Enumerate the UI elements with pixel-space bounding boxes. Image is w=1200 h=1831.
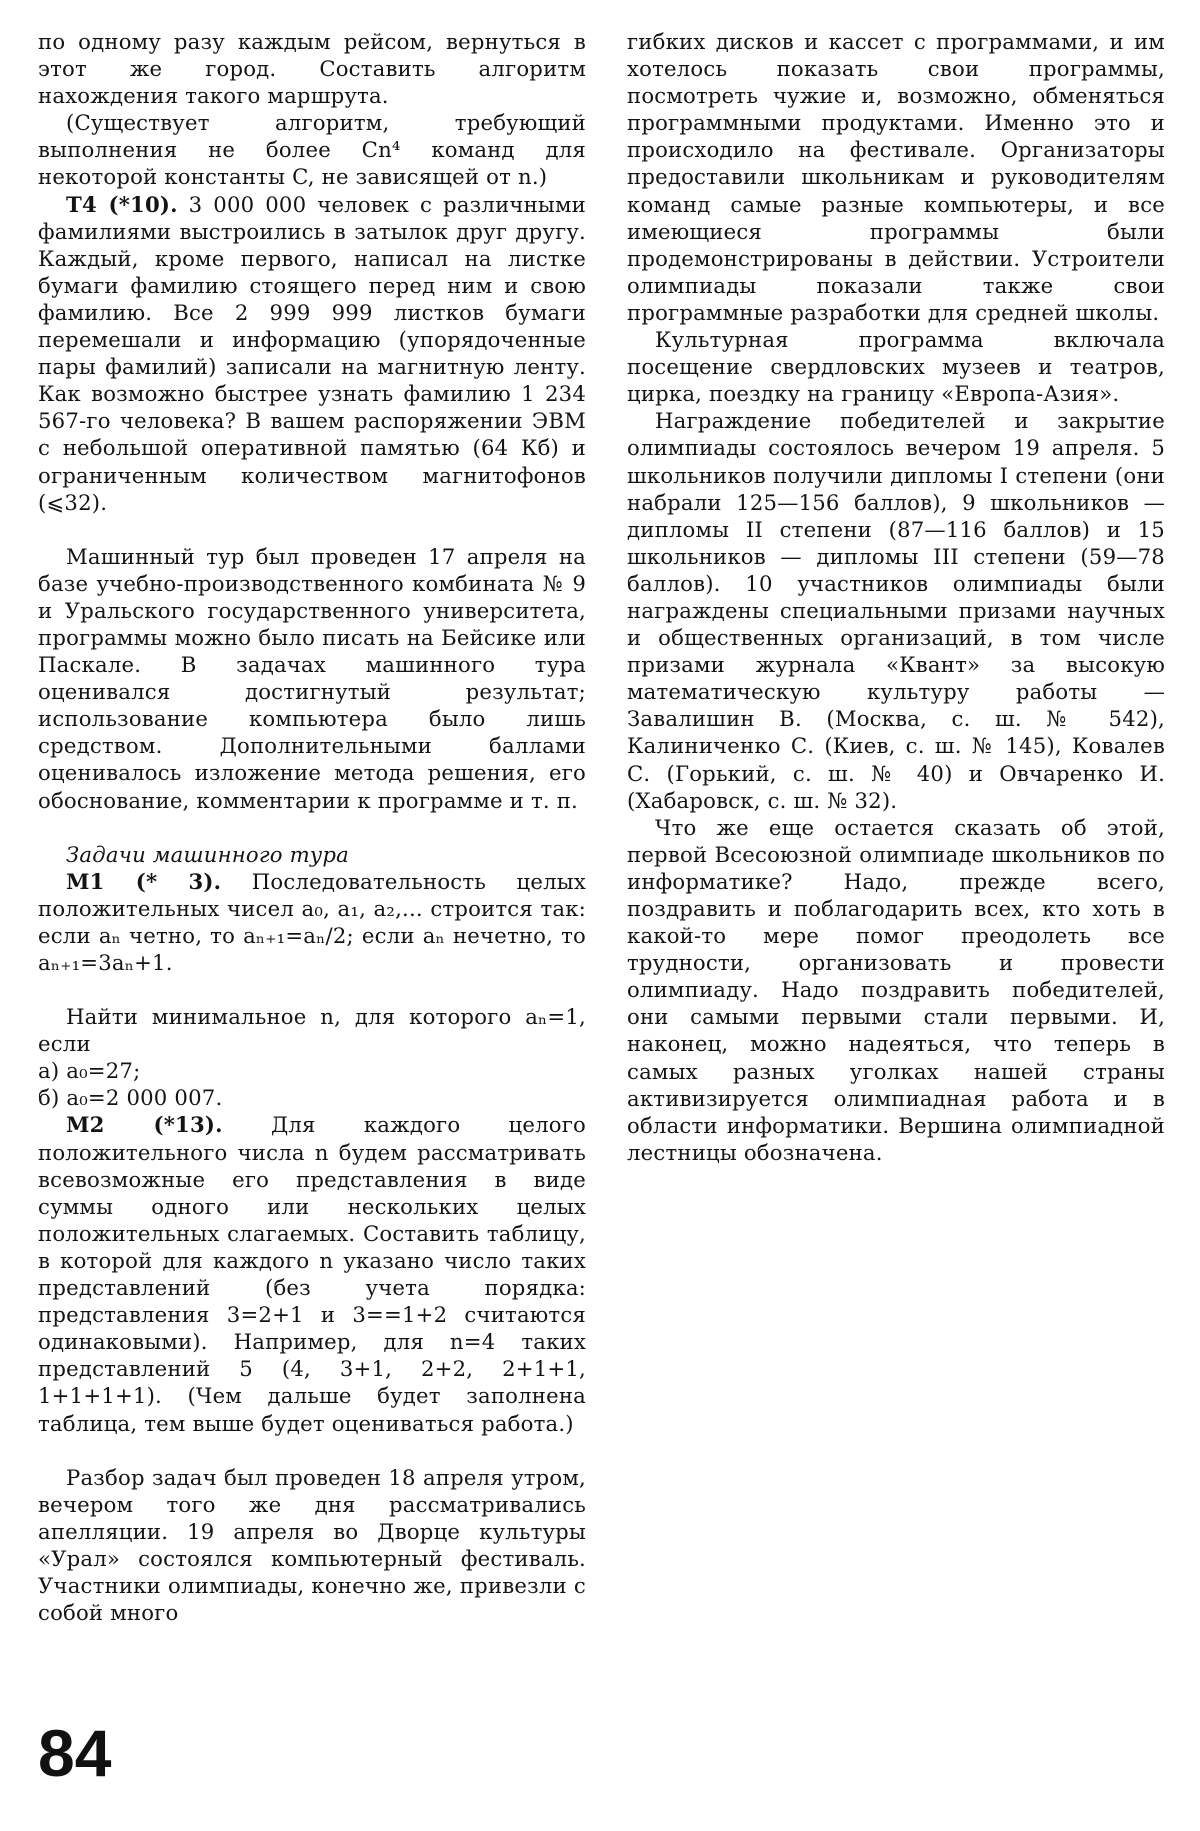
paragraph-algorithm-note: (Существует алгоритм, требующий выполнения не более Cn⁴ команд для некоторой константы C, не зависящей от n.) [38,110,586,190]
paragraph-route-end: по одному разу каждым рейсом, вернуться в этот же город. Составить алгоритм нахождения такого маршрута. [38,29,586,109]
problem-m2-text: Для каждого целого положительного числа n будем рассматривать всевозможные его представления в виде суммы одного или нескольких целых положительных слагаемых. Составить таблицу, в которой для каждого n указано число таких представлений (без учета порядка: представления 3=2+1 и 3==1+2 считаются одинаковыми). Например, для n=4 таких представлений 5 (4, 3+1, 2+2, 2+1+1, 1+1+1+1). (Чем дальше будет заполнена таблица, тем выше будет оцениваться работа.) [38,1112,586,1436]
paragraph-festival: гибких дисков и кассет с программами, и им хотелось показать свои программы, посмотреть чужие и, возможно, обменяться программными продуктами. Именно это и происходило на фестивале. Организаторы предоставили школьникам и руководителям команд самые разные компьютеры, и все имеющиеся программы были продемонстрированы в действии. Устроители олимпиады показали также свои программные разработки для средней школы. [627,29,1165,325]
problem-t4-text: 3 000 000 человек с различными фамилиями выстроились в затылок друг другу. Каждый, кроме первого, написал на листке бумаги фамилию стоящего перед ним и свою фамилию. Все 2 999 999 листков бумаги перемешали и информацию (упорядоченные пары фамилий) записали на магнитную ленту. Как возможно быстрее узнать фамилию 1 234 567-го человека? В вашем распоряжении ЭВМ с небольшой оперативной памятью (64 Кб) и ограниченным количеством магнитофонов (⩽32). [38,191,586,515]
problem-m1-label: М1 (* 3). [66,868,222,894]
problem-m2-label: М2 (*13). [66,1112,223,1138]
paragraph-review: Разбор задач был проведен 18 апреля утром, вечером того же дня рассматривались апелляции. 19 апреля во Дворце культуры «Урал» состоялся компьютерный фестиваль. Участники олимпиады, конечно же, привезли с собой много [38,1464,586,1626]
problem-t4-label: Т4 (*10). [66,191,178,217]
problem-m1-text: Последовательность целых положительных чисел a₀, a₁, a₂,... строится так: если aₙ четно, то aₙ₊₁=aₙ/2; если aₙ нечетно, то aₙ₊₁=3aₙ+1. [38,868,586,975]
problem-m1-case-a: а) a₀=27; [38,1058,141,1084]
problem-m1 [38,868,586,976]
paragraph-culture: Культурная программа включала посещение свердловских музеев и театров, цирка, поездку на границу «Европа-Азия». [627,327,1165,407]
paragraph-machine-tour: Машинный тур был проведен 17 апреля на базе учебно-производственного комбината № 9 и Уральского государственного университета, программы можно было писать на Бейсике или Паскале. В задачах машинного тура оценивался достигнутый результат; использование компьютера было лишь средством. Дополнительными баллами оценивалось изложение метода решения, его обоснование, комментарии к программе и т. п. [38,543,586,813]
section-heading-machine-tasks: Задачи машинного тура [66,841,350,867]
problem-m2 [38,1111,586,1436]
problem-m1-find: Найти минимальное n, для которого aₙ=1, если [38,1004,586,1057]
left-column [38,28,586,1626]
paragraph-conclusion: Что же еще остается сказать об этой, первой Всесоюзной олимпиаде школьников по информатике? Надо, прежде всего, поздравить и поблагодарить всех, кто хоть в какой-то мере помог преодолеть все трудности, организовать и провести олимпиаду. Надо поздравить победителей, они самыми первыми стали первыми. И, наконец, можно надеяться, что теперь в самых разных уголках нашей страны активизируется олимпиадная работа и в области информатики. Вершина олимпиадной лестницы обозначена. [627,814,1165,1165]
paragraph-awards: Награждение победителей и закрытие олимпиады состоялось вечером 19 апреля. 5 школьников получили дипломы I степени (они набрали 125—156 баллов), 9 школьников — дипломы II степени (87—116 баллов) и 15 школьников — дипломы III степени (59—78 баллов). 10 участников олимпиады были награждены специальными призами научных и общественных организаций, в том числе призами журнала «Квант» за высокую математическую культуру работы — Завалишин В. (Москва, с. ш. № 542), Калиниченко С. (Киев, с. ш. № 145), Ковалев С. (Горький, с. ш. № 40) и Овчаренко И. (Хабаровск, с. ш. № 32). [627,408,1165,813]
problem-t4 [38,191,586,516]
problem-m1-case-b: б) a₀=2 000 007. [38,1085,223,1111]
page-number: 84 [38,1716,112,1790]
right-column [627,28,1165,1166]
